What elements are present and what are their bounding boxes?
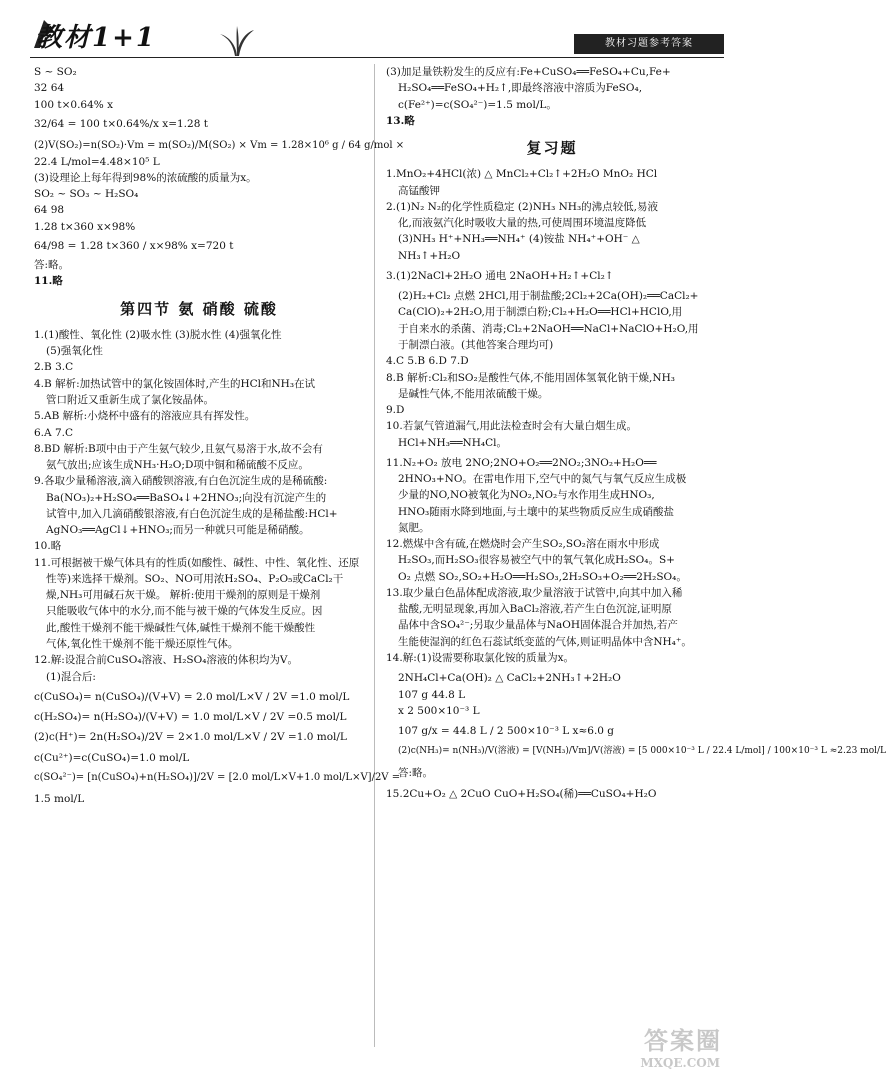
text-line: (2)V(SO₂)=n(SO₂)·Vm = m(SO₂)/M(SO₂) × Vm = 1.28×10⁶ g / 64 g/mol × [34, 140, 405, 152]
text-line: 只能吸收气体中的水分,而不能与被干燥的气体发生反应。因 [46, 605, 323, 618]
watermark-url: MXQE.COM [640, 1056, 720, 1071]
text-line: (3)设理论上每年得到98%的浓硫酸的质量为x。 [34, 171, 257, 184]
formula-line: 1.5 mol/L [34, 793, 85, 806]
text-line: 1.28 t×360 x×98% [34, 220, 136, 233]
plant-decoration-icon [218, 24, 256, 56]
text-line: 气体,氧化性干燥剂不能干燥还原性气体。 [46, 637, 239, 650]
text-line: (5)强氧化性 [46, 345, 103, 358]
question-6-7: 6.A 7.C [34, 426, 73, 439]
text-line: (3)加足量铁粉发生的反应有:Fe+CuSO₄══FeSO₄+Cu,Fe+ [386, 66, 671, 78]
question-11: 11.可根据被干燥气体具有的性质(如酸性、碱性、中性、氧化性、还原 [34, 556, 360, 569]
text-line: NH₃↑+H₂O [398, 249, 461, 262]
logo-text: 教材1+1 [36, 23, 156, 53]
question-9: 9.各取少量稀溶液,滴入硝酸钡溶液,有白色沉淀生成的是稀硫酸: [34, 475, 328, 488]
formula-line: 107 g 44.8 L [398, 688, 466, 701]
formula-line: 2NH₄Cl+Ca(OH)₂ △ CaCl₂+2NH₃↑+2H₂O [398, 672, 621, 685]
question-12: 12.解:设混合前CuSO₄溶液、H₂SO₄溶液的体积均为V。 [34, 654, 299, 667]
text-line: 试管中,加入几滴硝酸银溶液,有白色沉淀生成的是稀盐酸:HCl+ [46, 507, 338, 520]
text-line: 燥,NH₃可用碱石灰干燥。 解析:使用干燥剂的原则是干燥剂 [46, 589, 321, 602]
formula-line: c(CuSO₄)= n(CuSO₄)/(V+V) = 2.0 mol/L×V / 2V =1.0 mol/L [34, 690, 350, 703]
header-divider [30, 57, 724, 58]
text-line: 化,而液氨汽化时吸收大量的热,可使周围环境温度降低 [398, 217, 647, 230]
text-line: H₂SO₄══FeSO₄+H₂↑,即最终溶液中溶质为FeSO₄, [398, 82, 643, 95]
page-header [0, 0, 750, 62]
formula-line: c(SO₄²⁻)= [n(CuSO₄)+n(H₂SO₄)]/2V = [2.0 mol/L×V+1.0 mol/L×V]/2V = [34, 771, 401, 783]
question-4: 4.B 解析:加热试管中的氯化铵固体时,产生的HCl和NH₃在试 [34, 377, 316, 390]
formula-line: x 2 500×10⁻³ L [398, 704, 480, 717]
question-3: 3.(1)2NaCl+2H₂O 通电 2NaOH+H₂↑+Cl₂↑ [386, 269, 614, 282]
question-10: 10.若氯气管道漏气,用此法检查时会有大量白烟生成。 [386, 420, 638, 433]
text-line: 于自来水的杀菌、消毒;Cl₂+2NaOH══NaCl+NaClO+H₂O,用 [398, 322, 699, 335]
text-line: SO₂ ~ SO₃ ~ H₂SO₄ [34, 188, 139, 201]
text-line: 100 t×0.64% x [34, 98, 114, 111]
header-section-tag: 教材习题参考答案 [574, 34, 724, 54]
text-line: 晶体中含SO₄²⁻;另取少量晶体与NaOH固体混合并加热,若产 [398, 619, 678, 632]
text-line: 高锰酸钾 [398, 184, 440, 197]
text-line: 22.4 L/mol=4.48×10⁵ L [34, 155, 160, 168]
question-12: 12.燃煤中含有硫,在燃烧时会产生SO₂,SO₂溶在雨水中形成 [386, 538, 660, 551]
text-line: 32/64 = 100 t×0.64%/x x=1.28 t [34, 117, 208, 130]
text-line: 64/98 = 1.28 t×360 / x×98% x=720 t [34, 239, 234, 252]
question-5: 5.AB 解析:小烧杯中盛有的溶液应具有挥发性。 [34, 410, 256, 423]
text-line: 32 64 [34, 82, 65, 95]
text-line: 是碱性气体,不能用浓硫酸干燥。 [398, 387, 549, 400]
question-4-7: 4.C 5.B 6.D 7.D [386, 355, 469, 368]
question-1: 1.(1)酸性、氧化性 (2)吸水性 (3)脱水性 (4)强氧化性 [34, 328, 282, 341]
text-line: (2)H₂+Cl₂ 点燃 2HCl,用于制盐酸;2Cl₂+2Ca(OH)₂══CaCl₂+ [398, 290, 699, 303]
text-line: 答:略。 [398, 767, 434, 780]
text-line: c(Fe²⁺)=c(SO₄²⁻)=1.5 mol/L。 [398, 98, 557, 111]
text-line: Ba(NO₃)₂+H₂SO₄══BaSO₄↓+2HNO₃;向没有沉淀产生的 [46, 491, 327, 504]
text-line: 64 98 [34, 204, 65, 217]
text-line: 于制漂白液。(其他答案合理均可) [398, 338, 554, 351]
text-line: 此,酸性干燥剂不能干燥碱性气体,碱性干燥剂不能干燥酸性 [46, 621, 316, 634]
text-line: 盐酸,无明显现象,再加入BaCl₂溶液,若产生白色沉淀,证明原 [398, 603, 672, 616]
question-10: 10.略 [34, 540, 62, 553]
text-line: 2HNO₃+NO。在雷电作用下,空气中的氮气与氧气反应生成极 [398, 473, 687, 486]
formula-line: c(H₂SO₄)= n(H₂SO₄)/(V+V) = 1.0 mol/L×V / 2V =0.5 mol/L [34, 711, 347, 724]
question-14: 14.解:(1)设需要称取氯化铵的质量为x。 [386, 652, 575, 665]
formula-line: 107 g/x = 44.8 L / 2 500×10⁻³ L x≈6.0 g [398, 725, 615, 738]
text-line: HCl+NH₃══NH₄Cl。 [398, 436, 507, 449]
text-line: (1)混合后: [46, 670, 96, 683]
question-13: 13.略 [386, 114, 415, 127]
section-title: 第四节 氨 硝酸 硫酸 [120, 299, 278, 318]
section-title: 复习题 [526, 139, 578, 158]
text-line: 氨气放出;应该生成NH₃·H₂O;D项中铜和稀硫酸不反应。 [46, 459, 309, 472]
text-line: HNO₃随雨水降到地面,与土壤中的某些物质反应生成硝酸盐 [398, 505, 674, 518]
question-8: 8.BD 解析:B项中由于产生氨气较少,且氨气易溶于水,故不会有 [34, 442, 323, 455]
question-11: 11.略 [34, 275, 63, 288]
question-8: 8.B 解析:Cl₂和SO₂是酸性气体,不能用固体氢氧化钠干燥,NH₃ [386, 371, 675, 384]
formula-line: (2)c(H⁺)= 2n(H₂SO₄)/2V = 2×1.0 mol/L×V / 2V =1.0 mol/L [34, 731, 347, 744]
text-line: S ~ SO₂ [34, 66, 77, 78]
text-line: Ca(ClO)₂+2H₂O,用于制漂白粉;Cl₂+H₂O══HCl+HClO,用 [398, 306, 683, 319]
question-13: 13.取少量白色晶体配成溶液,取少量溶液于试管中,向其中加入稀 [386, 586, 683, 599]
text-line: 性等)来选择干燥剂。SO₂、NO可用浓H₂SO₄、P₂O₅或CaCl₂干 [46, 572, 344, 585]
text-line: H₂SO₃,而H₂SO₃很容易被空气中的氧气氧化成H₂SO₄。S+ [398, 554, 675, 567]
text-line: O₂ 点燃 SO₂,SO₂+H₂O══H₂SO₃,2H₂SO₃+O₂══2H₂SO₄。 [398, 570, 687, 583]
question-2-3: 2.B 3.C [34, 361, 74, 374]
text-line: 管口附近又重新生成了氯化铵晶体。 [46, 394, 214, 406]
text-line: AgNO₃══AgCl↓+HNO₃;而另一种就只可能是稀硝酸。 [46, 524, 310, 537]
question-15: 15.2Cu+O₂ △ 2CuO CuO+H₂SO₄(稀)══CuSO₄+H₂O [386, 787, 657, 800]
right-column [386, 64, 886, 802]
column-divider [374, 64, 375, 1047]
question-11: 11.N₂+O₂ 放电 2NO;2NO+O₂══2NO₂;3NO₂+H₂O══ [386, 456, 657, 469]
text-line: 答:略。 [34, 259, 70, 272]
question-2: 2.(1)N₂ N₂的化学性质稳定 (2)NH₃ NH₃的沸点较低,易液 [386, 200, 659, 213]
formula-line: c(Cu²⁺)=c(CuSO₄)=1.0 mol/L [34, 751, 190, 764]
watermark-logo: 答案圈 [644, 1025, 722, 1055]
question-1: 1.MnO₂+4HCl(浓) △ MnCl₂+Cl₂↑+2H₂O MnO₂ HCl [386, 168, 658, 181]
formula-line: (2)c(NH₃)= n(NH₃)/V(溶液) = [V(NH₃)/Vm]/V(溶液) = [5 000×10⁻³ L / 22.4 L/mol] / 100×10⁻³ L ≈2.23 mol/L [398, 746, 886, 757]
text-line: 生能使湿润的红色石蕊试纸变蓝的气体,则证明晶体中含NH₄⁺。 [398, 635, 692, 648]
text-line: (3)NH₃ H⁺+NH₃══NH₄⁺ (4)铵盐 NH₄⁺+OH⁻ △ [398, 233, 640, 246]
question-9: 9.D [386, 404, 405, 417]
text-line: 氮肥。 [398, 521, 430, 534]
text-line: 少量的NO,NO被氧化为NO₂,NO₂与水作用生成HNO₃, [398, 489, 655, 502]
